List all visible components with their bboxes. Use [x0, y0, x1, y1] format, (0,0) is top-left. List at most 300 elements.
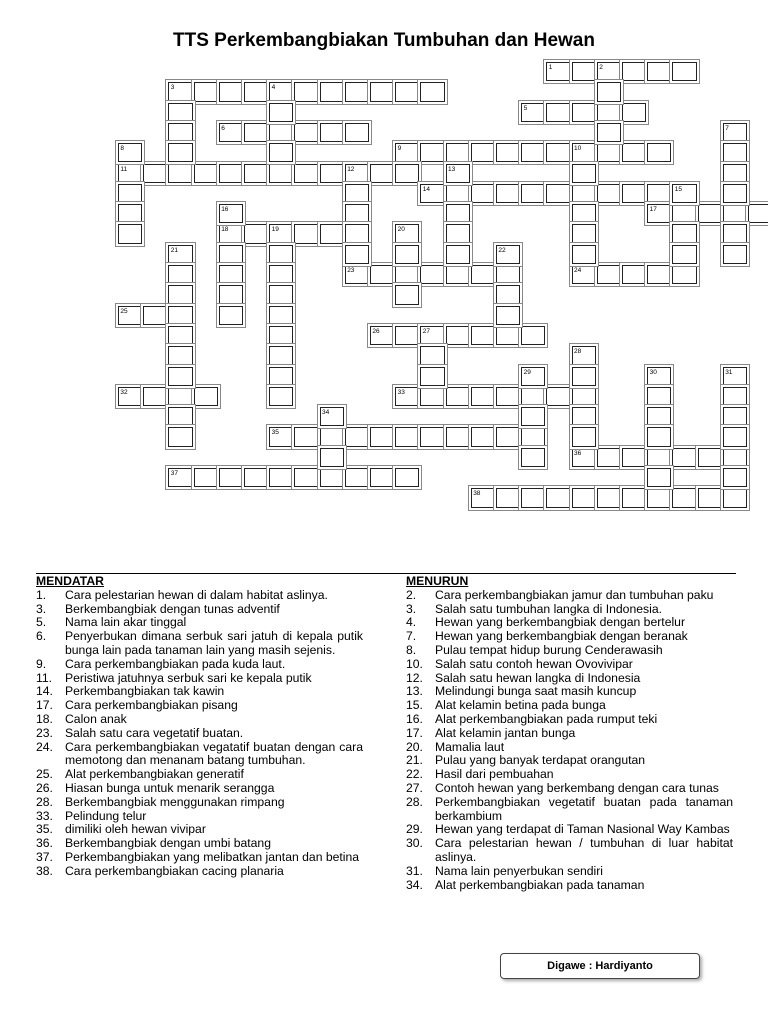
clue-text: dimiliki oleh hewan vivipar	[65, 822, 206, 837]
clue-item	[36, 658, 363, 672]
crossword-cell[interactable]	[269, 245, 293, 264]
crossword-cell[interactable]	[219, 265, 243, 284]
clue-item	[36, 796, 363, 810]
cell-number: 7	[725, 124, 729, 132]
clue-item	[406, 630, 733, 644]
crossword-cell[interactable]	[572, 143, 596, 162]
crossword-cell[interactable]	[446, 224, 470, 243]
clue-text: Cara perkembangbiakan pada kuda laut.	[65, 656, 286, 671]
crossword-cell[interactable]	[446, 326, 470, 345]
clue-item	[36, 741, 363, 769]
crossword-cell[interactable]	[622, 143, 646, 162]
clue-item	[406, 616, 733, 630]
crossword-cell[interactable]	[269, 103, 293, 122]
crossword-cell[interactable]	[219, 164, 243, 183]
clue-number: 3.	[36, 601, 47, 616]
crossword-cell[interactable]	[168, 164, 192, 183]
crossword-cell[interactable]	[521, 407, 545, 426]
crossword-cell[interactable]	[572, 407, 596, 426]
crossword-cell[interactable]	[143, 387, 167, 406]
crossword-cell[interactable]	[168, 143, 192, 162]
clue-item	[406, 865, 733, 879]
clue-number: 23.	[36, 725, 53, 740]
crossword-cell[interactable]	[647, 184, 671, 203]
crossword-cell[interactable]	[572, 103, 596, 122]
crossword-cell[interactable]	[294, 427, 318, 446]
crossword-cell[interactable]	[395, 387, 419, 406]
clue-text: Perkembangbiakan tak kawin	[65, 684, 225, 699]
cell-number: 25	[120, 307, 128, 315]
crossword-cell[interactable]	[168, 82, 192, 101]
crossword-cell[interactable]	[168, 387, 192, 406]
crossword-cell[interactable]	[219, 224, 243, 243]
clue-item	[406, 699, 733, 713]
crossword-cell[interactable]	[496, 488, 520, 507]
clue-item	[406, 754, 733, 768]
crossword-cell[interactable]	[370, 82, 394, 101]
cell-number: 29	[523, 368, 531, 376]
crossword-cell[interactable]	[723, 387, 747, 406]
crossword-cell[interactable]	[370, 468, 394, 487]
crossword-cell[interactable]	[572, 488, 596, 507]
crossword-cell[interactable]	[168, 407, 192, 426]
crossword-cell[interactable]	[168, 367, 192, 386]
crossword-cell[interactable]	[572, 387, 596, 406]
crossword-cell[interactable]	[269, 346, 293, 365]
clue-text: Alat kelamin betina pada bunga	[435, 698, 606, 713]
crossword-cell[interactable]	[320, 407, 344, 426]
clue-text: Salah satu cara vegetatif buatan.	[65, 725, 244, 740]
crossword-cell[interactable]	[345, 204, 369, 223]
crossword-cell[interactable]	[446, 164, 470, 183]
crossword-cell[interactable]	[395, 265, 419, 284]
clue-item	[36, 837, 363, 851]
crossword-cell[interactable]	[597, 448, 621, 467]
crossword-cell[interactable]	[597, 184, 621, 203]
crossword-cell[interactable]	[269, 224, 293, 243]
crossword-cell[interactable]	[143, 306, 167, 325]
clue-number: 16.	[406, 711, 423, 726]
crossword-cell[interactable]	[446, 387, 470, 406]
crossword-cell[interactable]	[723, 184, 747, 203]
crossword-cell[interactable]	[345, 224, 369, 243]
crossword-cell[interactable]	[521, 367, 545, 386]
crossword-cell[interactable]	[118, 204, 142, 223]
crossword-cell[interactable]	[496, 306, 520, 325]
crossword-cell[interactable]	[294, 224, 318, 243]
clue-item	[406, 837, 733, 865]
crossword-cell[interactable]	[647, 265, 671, 284]
crossword-cell[interactable]	[723, 164, 747, 183]
crossword-cell[interactable]	[320, 448, 344, 467]
crossword-cell[interactable]	[572, 184, 596, 203]
crossword-cell[interactable]	[395, 326, 419, 345]
crossword-cell[interactable]	[546, 103, 570, 122]
crossword-cell[interactable]	[723, 427, 747, 446]
crossword-cell[interactable]	[168, 326, 192, 345]
clue-text: Nama lain akar tinggal	[65, 615, 187, 630]
crossword-cell[interactable]	[446, 143, 470, 162]
clue-text: Berkembangbiak dengan umbi batang	[65, 836, 271, 851]
crossword-cell[interactable]	[521, 184, 545, 203]
crossword-cell[interactable]	[723, 448, 747, 467]
cell-number: 22	[498, 246, 506, 254]
crossword-cell[interactable]	[471, 427, 495, 446]
crossword-cell[interactable]	[723, 407, 747, 426]
clue-number: 13.	[406, 684, 423, 699]
crossword-cell[interactable]	[471, 387, 495, 406]
crossword-cell[interactable]	[622, 103, 646, 122]
crossword-cell[interactable]	[496, 265, 520, 284]
crossword-cell[interactable]	[597, 62, 621, 81]
crossword-cell[interactable]	[269, 123, 293, 142]
crossword-cell[interactable]	[597, 82, 621, 101]
crossword-cell[interactable]	[194, 82, 218, 101]
crossword-cell[interactable]	[622, 265, 646, 284]
clue-item	[36, 713, 363, 727]
crossword-cell[interactable]	[219, 306, 243, 325]
crossword-cell[interactable]	[269, 468, 293, 487]
crossword-cell[interactable]	[622, 488, 646, 507]
crossword-cell[interactable]	[420, 265, 444, 284]
crossword-cell[interactable]	[496, 184, 520, 203]
crossword-cell[interactable]	[345, 184, 369, 203]
crossword-cell[interactable]	[647, 407, 671, 426]
crossword-cell[interactable]	[269, 306, 293, 325]
crossword-cell[interactable]	[420, 387, 444, 406]
clue-item	[36, 603, 363, 617]
crossword-cell[interactable]	[118, 224, 142, 243]
crossword-cell[interactable]	[395, 468, 419, 487]
clue-text: Alat kelamin jantan bunga	[435, 725, 576, 740]
crossword-cell[interactable]	[219, 468, 243, 487]
crossword-cell[interactable]	[420, 427, 444, 446]
crossword-cell[interactable]	[395, 245, 419, 264]
crossword-cell[interactable]	[521, 326, 545, 345]
clue-number: 30.	[406, 836, 423, 851]
crossword-cell[interactable]	[698, 448, 722, 467]
crossword-cell[interactable]	[269, 164, 293, 183]
crossword-cell[interactable]	[244, 123, 268, 142]
clue-item	[36, 630, 363, 658]
crossword-cell[interactable]	[420, 143, 444, 162]
crossword-cell[interactable]	[471, 488, 495, 507]
crossword-cell[interactable]	[370, 164, 394, 183]
crossword-cell[interactable]	[294, 123, 318, 142]
crossword-cell[interactable]	[219, 245, 243, 264]
crossword-cell[interactable]	[723, 123, 747, 142]
clue-item	[406, 768, 733, 782]
crossword-cell[interactable]	[168, 468, 192, 487]
clue-text: Cara pelestarian hewan / tumbuhan di luar habitat aslinya.	[435, 836, 733, 864]
crossword-cell[interactable]	[269, 427, 293, 446]
crossword-cell[interactable]	[395, 224, 419, 243]
crossword-cell[interactable]	[370, 265, 394, 284]
crossword-cell[interactable]	[572, 224, 596, 243]
crossword-cell[interactable]	[622, 184, 646, 203]
crossword-cell[interactable]	[168, 123, 192, 142]
clue-text: Pulau tempat hidup burung Cenderawasih	[435, 642, 663, 657]
crossword-cell[interactable]	[320, 468, 344, 487]
crossword-cell[interactable]	[647, 204, 671, 223]
crossword-cell[interactable]	[244, 164, 268, 183]
crossword-cell[interactable]	[269, 143, 293, 162]
crossword-cell[interactable]	[370, 326, 394, 345]
crossword-cell[interactable]	[723, 143, 747, 162]
crossword-cell[interactable]	[672, 448, 696, 467]
cell-number: 38	[473, 490, 481, 498]
crossword-cell[interactable]	[244, 468, 268, 487]
crossword-cell[interactable]	[622, 62, 646, 81]
clue-number: 10.	[406, 656, 423, 671]
crossword-cell[interactable]	[168, 245, 192, 264]
crossword-cell[interactable]	[395, 285, 419, 304]
clue-text: Calon anak	[65, 711, 127, 726]
clue-number: 38.	[36, 863, 53, 878]
crossword-cell[interactable]	[194, 468, 218, 487]
crossword-cell[interactable]	[320, 224, 344, 243]
clue-item	[36, 865, 363, 879]
crossword-cell[interactable]	[420, 346, 444, 365]
crossword-cell[interactable]	[118, 164, 142, 183]
cell-number: 20	[397, 226, 405, 234]
cell-number: 15	[674, 185, 683, 193]
crossword-cell[interactable]	[320, 123, 344, 142]
clue-item	[406, 782, 733, 796]
crossword-cell[interactable]	[546, 62, 570, 81]
crossword-cell[interactable]	[446, 184, 470, 203]
crossword-cell[interactable]	[597, 123, 621, 142]
crossword-cell[interactable]	[420, 367, 444, 386]
crossword-cell[interactable]	[647, 143, 671, 162]
cell-number: 36	[574, 449, 582, 457]
crossword-cell[interactable]	[496, 387, 520, 406]
clue-number: 3.	[406, 601, 417, 616]
crossword-cell[interactable]	[168, 265, 192, 284]
crossword-cell[interactable]	[194, 164, 218, 183]
crossword-cell[interactable]	[546, 488, 570, 507]
crossword-cell[interactable]	[219, 285, 243, 304]
clue-text: Cara perkembangbiakan pisang	[65, 698, 238, 713]
cell-number: 13	[448, 165, 456, 173]
crossword-cell[interactable]	[572, 346, 596, 365]
crossword-cell[interactable]	[294, 82, 318, 101]
crossword-cell[interactable]	[345, 164, 369, 183]
cell-number: 35	[271, 429, 279, 437]
crossword-cell[interactable]	[168, 285, 192, 304]
crossword-cell[interactable]	[521, 143, 545, 162]
clue-text: Perkembangbiakan vegetatif buatan pada tanaman berkambium	[435, 794, 733, 823]
clue-text: Perkembangbiakan yang melibatkan jantan dan betina	[65, 849, 360, 864]
crossword-cell[interactable]	[521, 427, 545, 446]
crossword-cell[interactable]	[496, 326, 520, 345]
clue-number: 28.	[36, 794, 53, 809]
crossword-cell[interactable]	[320, 164, 344, 183]
crossword-cell[interactable]	[294, 164, 318, 183]
clue-text: Salah satu tumbuhan langka di Indonesia.	[435, 601, 662, 616]
crossword-cell[interactable]	[118, 306, 142, 325]
crossword-cell[interactable]	[471, 184, 495, 203]
crossword-cell[interactable]	[723, 488, 747, 507]
crossword-cell[interactable]	[194, 387, 218, 406]
crossword-cell[interactable]	[647, 427, 671, 446]
crossword-cell[interactable]	[723, 367, 747, 386]
crossword-cell[interactable]	[647, 62, 671, 81]
clue-item	[406, 603, 733, 617]
crossword-cell[interactable]	[370, 427, 394, 446]
crossword-cell[interactable]	[269, 285, 293, 304]
clue-text: Nama lain penyerbukan sendiri	[435, 863, 604, 878]
crossword-cell[interactable]	[496, 285, 520, 304]
crossword-cell[interactable]	[219, 123, 243, 142]
crossword-cell[interactable]	[572, 245, 596, 264]
crossword-cell[interactable]	[345, 123, 369, 142]
clue-item	[36, 768, 363, 782]
clue-number: 7.	[406, 629, 417, 644]
crossword-cell[interactable]	[597, 265, 621, 284]
crossword-cell[interactable]	[446, 204, 470, 223]
crossword-cell[interactable]	[420, 82, 444, 101]
crossword-cell[interactable]	[269, 387, 293, 406]
crossword-cell[interactable]	[572, 265, 596, 284]
crossword-cell[interactable]	[672, 184, 696, 203]
crossword-cell[interactable]	[496, 143, 520, 162]
crossword-cell[interactable]	[420, 326, 444, 345]
crossword-cell[interactable]	[496, 427, 520, 446]
crossword-cell[interactable]	[345, 468, 369, 487]
crossword-cell[interactable]	[244, 224, 268, 243]
crossword-cell[interactable]	[345, 245, 369, 264]
crossword-cell[interactable]	[672, 204, 696, 223]
clue-number: 37.	[36, 849, 53, 864]
crossword-cell[interactable]	[622, 448, 646, 467]
crossword-cell[interactable]	[597, 488, 621, 507]
crossword-cell[interactable]	[572, 427, 596, 446]
crossword-cell[interactable]	[672, 224, 696, 243]
crossword-cell[interactable]	[118, 143, 142, 162]
crossword-cell[interactable]	[345, 82, 369, 101]
crossword-cell[interactable]	[572, 164, 596, 183]
clue-number: 5.	[36, 615, 47, 630]
clue-item	[36, 810, 363, 824]
crossword-cell[interactable]	[395, 164, 419, 183]
crossword-cell[interactable]	[269, 367, 293, 386]
crossword-cell[interactable]	[395, 427, 419, 446]
crossword-cell[interactable]	[597, 103, 621, 122]
crossword-cell[interactable]	[168, 306, 192, 325]
crossword-cell[interactable]	[672, 265, 696, 284]
clue-text: Berkembangbiak menggunakan rimpang	[65, 794, 285, 809]
clue-number: 11.	[36, 670, 53, 685]
crossword-cell[interactable]	[647, 448, 671, 467]
crossword-cell[interactable]	[723, 468, 747, 487]
crossword-cell[interactable]	[723, 245, 747, 264]
crossword-cell[interactable]	[471, 326, 495, 345]
crossword-cell[interactable]	[572, 62, 596, 81]
crossword-cell[interactable]	[496, 245, 520, 264]
crossword-cell[interactable]	[168, 427, 192, 446]
crossword-cell[interactable]	[698, 488, 722, 507]
clue-number: 24.	[36, 739, 53, 754]
crossword-cell[interactable]	[672, 62, 696, 81]
crossword-cell[interactable]	[345, 265, 369, 284]
crossword-cell[interactable]	[168, 103, 192, 122]
clue-item	[406, 879, 733, 893]
crossword-cell[interactable]	[269, 326, 293, 345]
crossword-cell[interactable]	[546, 143, 570, 162]
crossword-cell[interactable]	[572, 367, 596, 386]
crossword-cell[interactable]	[647, 367, 671, 386]
cell-number: 30	[649, 368, 657, 376]
crossword-cell[interactable]	[698, 204, 722, 223]
crossword-cell[interactable]	[572, 204, 596, 223]
crossword-cell[interactable]	[647, 488, 671, 507]
clue-number: 15.	[406, 698, 423, 713]
clue-text: Alat perkembangbiakan generatif	[65, 767, 244, 782]
crossword-cell[interactable]	[521, 103, 545, 122]
clue-text: Hewan yang terdapat di Taman Nasional Way Kambas	[435, 822, 730, 837]
crossword-cell[interactable]	[672, 245, 696, 264]
cell-number: 24	[574, 267, 582, 274]
crossword-cell[interactable]	[723, 224, 747, 243]
crossword-cell[interactable]	[446, 427, 470, 446]
crossword-cell[interactable]	[168, 346, 192, 365]
crossword-cell[interactable]	[244, 82, 268, 101]
cell-number: 9	[397, 145, 402, 153]
crossword-cell[interactable]	[345, 427, 369, 446]
crossword-cell[interactable]	[672, 488, 696, 507]
crossword-cell[interactable]	[597, 143, 621, 162]
clue-text: Peristiwa jatuhnya serbuk sari ke kepala putik	[65, 670, 312, 685]
clue-text: Salah satu hewan langka di Indonesia	[435, 670, 641, 685]
crossword-cell[interactable]	[395, 143, 419, 162]
crossword-cell[interactable]	[446, 245, 470, 264]
crossword-cell[interactable]	[269, 82, 293, 101]
crossword-cell[interactable]	[546, 387, 570, 406]
clue-number: 29.	[406, 822, 423, 837]
crossword-cell[interactable]	[219, 204, 243, 223]
crossword-cell[interactable]	[572, 448, 596, 467]
crossword-cell[interactable]	[647, 468, 671, 487]
clue-text: Cara perkembangbiakan jamur dan tumbuhan paku	[435, 587, 714, 602]
crossword-cell[interactable]	[294, 468, 318, 487]
crossword-cell[interactable]	[320, 82, 344, 101]
crossword-cell[interactable]	[143, 164, 167, 183]
crossword-cell[interactable]	[219, 82, 243, 101]
crossword-cell[interactable]	[320, 427, 344, 446]
crossword-cell[interactable]	[395, 82, 419, 101]
crossword-cell[interactable]	[521, 448, 545, 467]
crossword-cell[interactable]	[521, 387, 545, 406]
crossword-cell[interactable]	[546, 184, 570, 203]
crossword-cell[interactable]	[118, 387, 142, 406]
crossword-cell[interactable]	[647, 387, 671, 406]
crossword-cell[interactable]	[269, 265, 293, 284]
crossword-cell[interactable]	[748, 204, 768, 223]
crossword-cell[interactable]	[446, 265, 470, 284]
clue-number: 18.	[36, 711, 53, 726]
crossword-cell[interactable]	[118, 184, 142, 203]
clue-text: Hewan yang berkembangbiak dengan bertelur	[435, 615, 686, 630]
crossword-cell[interactable]	[723, 204, 747, 223]
cell-number: 4	[271, 84, 276, 92]
clue-item	[406, 741, 733, 755]
crossword-cell[interactable]	[471, 143, 495, 162]
clue-text: Cara perkembangbiakan cacing planaria	[65, 863, 284, 878]
crossword-cell[interactable]	[420, 184, 444, 203]
crossword-cell[interactable]	[471, 265, 495, 284]
crossword-cell[interactable]	[521, 488, 545, 507]
